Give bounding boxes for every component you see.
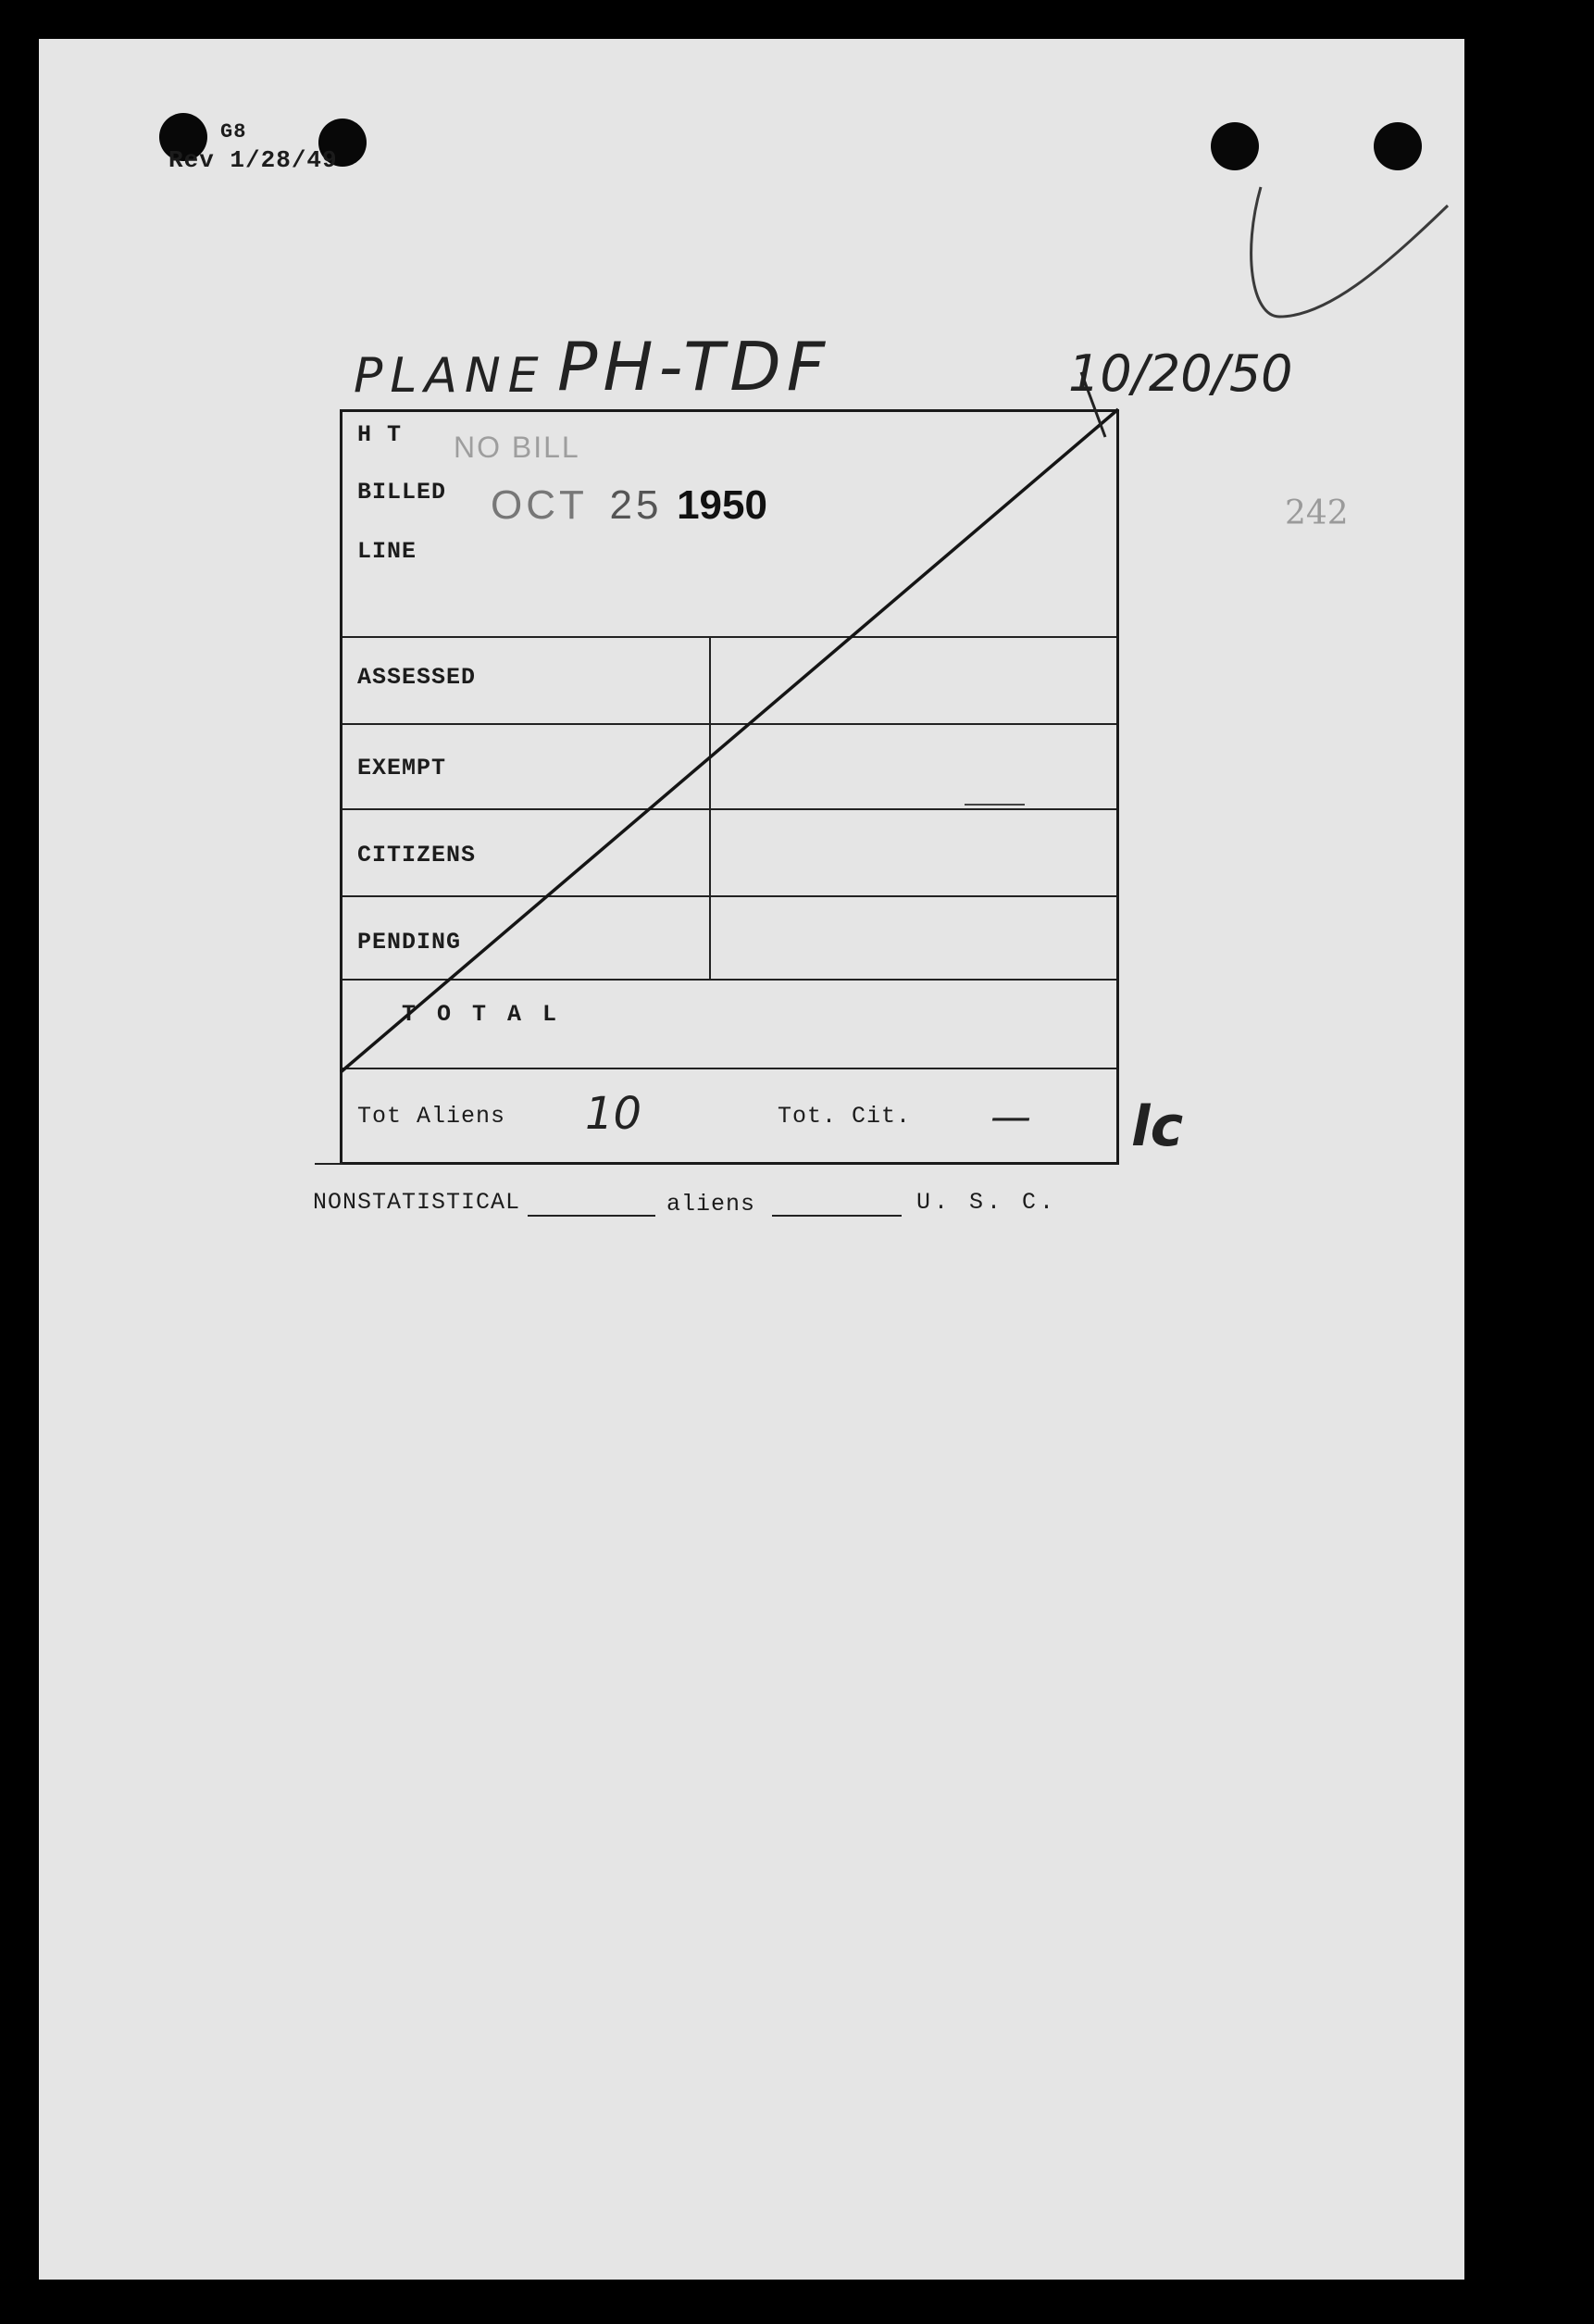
usc-label: U. S. C. xyxy=(916,1189,1058,1216)
exempt-label: EXEMPT xyxy=(357,755,447,781)
total-label: T O T A L xyxy=(402,1001,561,1028)
document-page xyxy=(39,39,1464,2280)
tot-aliens-value: 10 xyxy=(585,1088,642,1140)
aliens-label: aliens xyxy=(666,1191,756,1218)
check-mark xyxy=(1252,187,1448,317)
stamp-day: 25 xyxy=(609,482,663,528)
tot-aliens-label: Tot Aliens xyxy=(357,1103,506,1130)
diagonal-strike-line xyxy=(341,409,1118,1072)
stamp-month: OCT xyxy=(491,482,588,528)
pending-label: PENDING xyxy=(357,929,462,956)
tot-cit-value: — xyxy=(990,1093,1031,1141)
form-number: G8 xyxy=(220,120,247,144)
date-underline-stroke xyxy=(1081,372,1105,437)
plane-id: PH-TDF xyxy=(557,328,831,406)
handwritten-date: 10/20/50 xyxy=(1068,344,1293,403)
no-bill-stamp: NO BILL xyxy=(454,431,580,464)
stamp-year: 1950 xyxy=(677,482,767,528)
revision-date: Rev 1/28/49 xyxy=(168,146,338,174)
pen-strokes xyxy=(39,39,1464,2280)
billed-label: BILLED xyxy=(357,479,447,506)
nonstatistical-label: NONSTATISTICAL xyxy=(313,1189,521,1216)
ht-label: H T xyxy=(357,421,403,448)
file-number: 242 xyxy=(1285,494,1349,532)
assessed-label: ASSESSED xyxy=(357,664,477,691)
tot-cit-label: Tot. Cit. xyxy=(778,1103,912,1130)
plane-label: PLANE xyxy=(354,348,546,404)
handwritten-initials: lc xyxy=(1131,1094,1184,1159)
citizens-label: CITIZENS xyxy=(357,842,477,868)
line-label: LINE xyxy=(357,538,417,565)
